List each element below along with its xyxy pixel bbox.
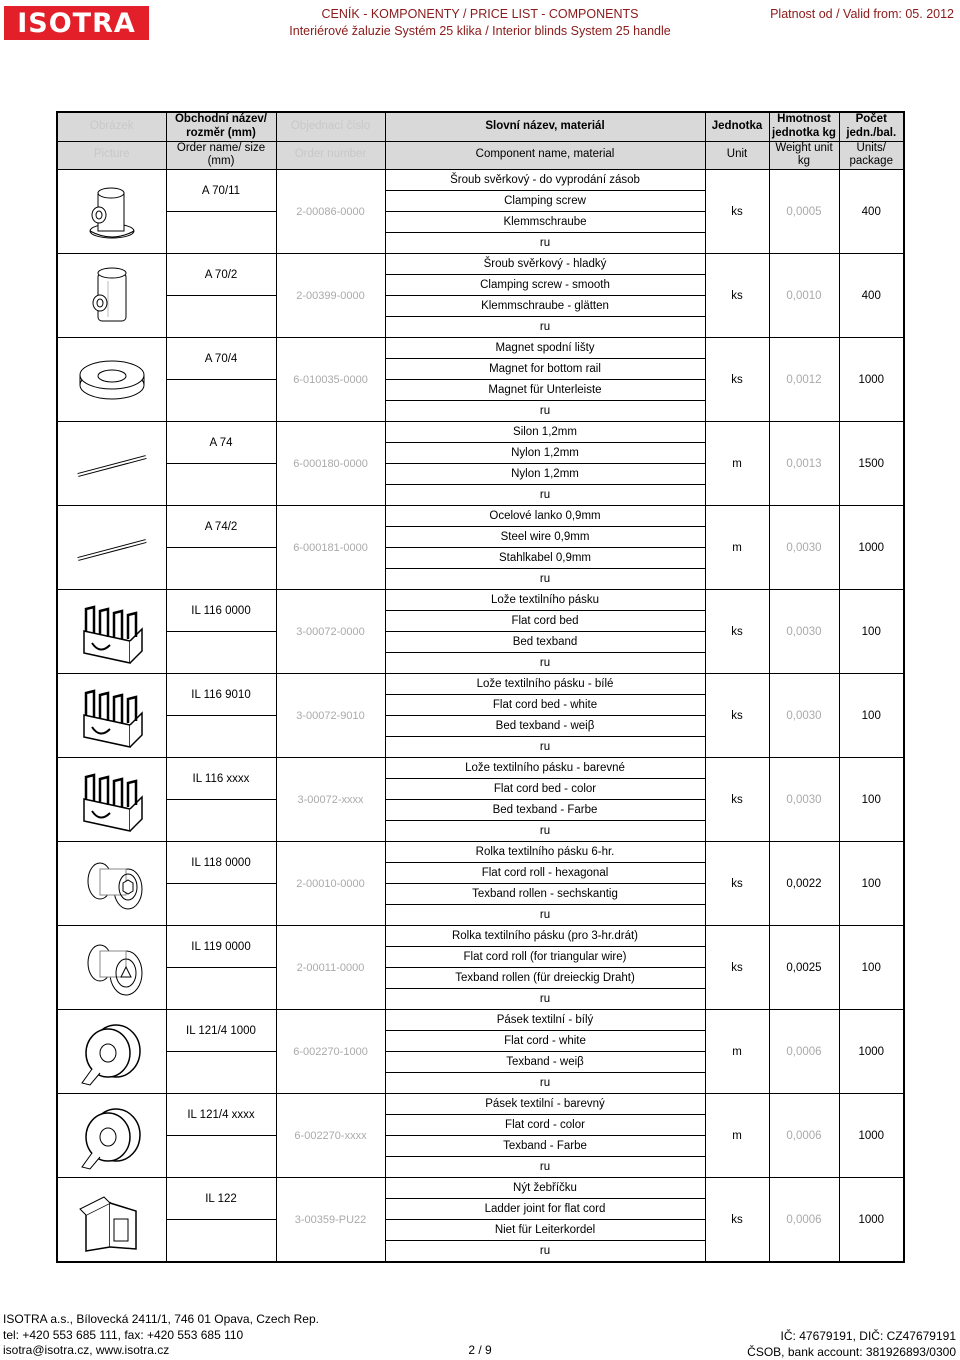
component-description: ru: [385, 1241, 705, 1263]
col-package-header-en: Units/ package: [839, 141, 904, 170]
component-picture: [57, 422, 166, 506]
component-order-number: 3-00072-0000: [276, 590, 385, 674]
component-order-name: IL 116 xxxx: [166, 758, 276, 800]
component-description: ru: [385, 401, 705, 422]
component-description: ru: [385, 317, 705, 338]
footer-bank: ČSOB, bank account: 381926893/0300: [747, 1344, 956, 1359]
table-row: [57, 674, 904, 695]
component-description: Nýt žebříčku: [385, 1178, 705, 1199]
empty-cell: [166, 716, 276, 758]
component-order-number: 6-002270-xxxx: [276, 1094, 385, 1178]
component-unit: ks: [705, 170, 769, 254]
cord-roll-triangle-icon: [70, 933, 154, 1003]
component-description: ru: [385, 485, 705, 506]
cord-bed-icon: [70, 597, 154, 667]
component-description: Bed texband - weiβ: [385, 716, 705, 737]
component-description: Lože textilního pásku: [385, 590, 705, 611]
component-description: Lože textilního pásku - barevné: [385, 758, 705, 779]
component-description: Flat cord - white: [385, 1031, 705, 1052]
component-description: Flat cord - color: [385, 1115, 705, 1136]
table-row: [57, 170, 904, 191]
col-picture-header: Obrázek: [57, 112, 166, 141]
component-order-number: 2-00086-0000: [276, 170, 385, 254]
table-row: [57, 590, 904, 611]
empty-cell: [166, 632, 276, 674]
component-weight: 0,0006: [769, 1094, 839, 1178]
col-package-header: Počet jedn./bal.: [839, 112, 904, 141]
component-description: Klemmschraube - glätten: [385, 296, 705, 317]
component-order-number: 6-010035-0000: [276, 338, 385, 422]
empty-cell: [166, 296, 276, 338]
component-order-number: 3-00072-xxxx: [276, 758, 385, 842]
component-package-count: 1000: [839, 506, 904, 590]
table-row: [57, 842, 904, 863]
component-picture: [57, 1178, 166, 1263]
component-order-name: IL 121/4 xxxx: [166, 1094, 276, 1136]
component-unit: m: [705, 1010, 769, 1094]
component-package-count: 100: [839, 590, 904, 674]
col-unit-header: Jednotka: [705, 112, 769, 141]
col-description-header-en: Component name, material: [385, 141, 705, 170]
component-weight: 0,0025: [769, 926, 839, 1010]
empty-cell: [166, 1136, 276, 1178]
component-description: ru: [385, 569, 705, 590]
component-description: ru: [385, 1157, 705, 1178]
empty-cell: [166, 884, 276, 926]
component-package-count: 1000: [839, 1010, 904, 1094]
component-unit: ks: [705, 674, 769, 758]
table-row: [57, 338, 904, 359]
component-order-number: 6-002270-1000: [276, 1010, 385, 1094]
cord-bed-color-icon: [70, 765, 154, 835]
table-row: [57, 1178, 904, 1199]
price-list-title: CENÍK - KOMPONENTY / PRICE LIST - COMPONENTS: [321, 7, 639, 21]
component-description: Niet für Leiterkordel: [385, 1220, 705, 1241]
component-picture: [57, 758, 166, 842]
footer-company-ids: [747, 1329, 956, 1360]
component-description: Šroub svěrkový - hladký: [385, 254, 705, 275]
component-weight: 0,0012: [769, 338, 839, 422]
table-row: [57, 506, 904, 527]
component-description: Rolka textilního pásku (pro 3-hr.drát): [385, 926, 705, 947]
col-weight-header-en: Weight unit kg: [769, 141, 839, 170]
valid-from: Platnost od / Valid from: 05. 2012: [770, 7, 954, 21]
component-description: Pásek textilní - bílý: [385, 1010, 705, 1031]
isotra-logo: ISOTRA: [4, 6, 149, 40]
component-picture: [57, 170, 166, 254]
component-order-name: IL 119 0000: [166, 926, 276, 968]
component-unit: ks: [705, 254, 769, 338]
component-description: ru: [385, 233, 705, 254]
component-package-count: 1000: [839, 338, 904, 422]
col-picture-header-en: Picture: [57, 141, 166, 170]
component-weight: 0,0030: [769, 758, 839, 842]
component-package-count: 100: [839, 758, 904, 842]
component-description: ru: [385, 653, 705, 674]
component-package-count: 1000: [839, 1094, 904, 1178]
component-order-name: IL 116 0000: [166, 590, 276, 632]
component-description: Texband rollen - sechskantig: [385, 884, 705, 905]
table-row: [57, 422, 904, 443]
component-weight: 0,0030: [769, 506, 839, 590]
component-order-name: IL 118 0000: [166, 842, 276, 884]
empty-cell: [166, 800, 276, 842]
component-description: Magnet for bottom rail: [385, 359, 705, 380]
component-weight: 0,0030: [769, 674, 839, 758]
component-order-number: 2-00399-0000: [276, 254, 385, 338]
table-row: [57, 1010, 904, 1031]
clamping-screw-smooth-icon: [70, 261, 154, 331]
table-row: [57, 926, 904, 947]
component-weight: 0,0030: [769, 590, 839, 674]
header-row-primary: [57, 112, 904, 141]
component-description: ru: [385, 989, 705, 1010]
component-picture: [57, 842, 166, 926]
component-picture: [57, 1094, 166, 1178]
footer-address: ISOTRA a.s., Bílovecká 2411/1, 746 01 Opava, Czech Rep.: [3, 1312, 319, 1326]
col-order-number-header: Objednací číslo: [276, 112, 385, 141]
component-description: Nylon 1,2mm: [385, 464, 705, 485]
empty-cell: [166, 380, 276, 422]
component-description: Pásek textilní - barevný: [385, 1094, 705, 1115]
component-weight: 0,0006: [769, 1178, 839, 1263]
component-description: Clamping screw: [385, 191, 705, 212]
component-unit: ks: [705, 758, 769, 842]
component-description: Bed texband: [385, 632, 705, 653]
component-weight: 0,0005: [769, 170, 839, 254]
component-description: Ocelové lanko 0,9mm: [385, 506, 705, 527]
empty-cell: [166, 968, 276, 1010]
component-description: ru: [385, 905, 705, 926]
steel-wire-icon: [70, 513, 154, 583]
component-description: Texband - Farbe: [385, 1136, 705, 1157]
footer-phone: tel: +420 553 685 111, fax: +420 553 685 110: [3, 1327, 244, 1342]
component-weight: 0,0022: [769, 842, 839, 926]
component-order-name: A 74: [166, 422, 276, 464]
footer-ids: IČ: 47679191, DIČ: CZ47679191: [780, 1329, 956, 1343]
empty-cell: [166, 212, 276, 254]
component-description: Šroub svěrkový - do vyprodání zásob: [385, 170, 705, 191]
nylon-cord-icon: [70, 429, 154, 499]
cord-bed-white-icon: [70, 681, 154, 751]
tape-reel-white-icon: [70, 1017, 154, 1087]
components-table: [56, 111, 905, 1263]
table-row: [57, 758, 904, 779]
component-weight: 0,0006: [769, 1010, 839, 1094]
component-description: Stahlkabel 0,9mm: [385, 548, 705, 569]
component-picture: [57, 674, 166, 758]
component-description: Texband rollen (für dreieckig Draht): [385, 968, 705, 989]
component-picture: [57, 590, 166, 674]
component-description: ru: [385, 1073, 705, 1094]
component-package-count: 1500: [839, 422, 904, 506]
cord-roll-hex-icon: [70, 849, 154, 919]
component-order-number: 6-000180-0000: [276, 422, 385, 506]
ring-magnet-icon: [70, 345, 154, 415]
component-description: Flat cord bed - white: [385, 695, 705, 716]
component-description: Lože textilního pásku - bílé: [385, 674, 705, 695]
component-unit: ks: [705, 590, 769, 674]
component-description: Ladder joint for flat cord: [385, 1199, 705, 1220]
component-unit: ks: [705, 926, 769, 1010]
table-row: [57, 254, 904, 275]
page-number: 2 / 9: [468, 1343, 492, 1357]
tape-reel-color-icon: [70, 1101, 154, 1171]
component-order-number: 2-00011-0000: [276, 926, 385, 1010]
empty-cell: [166, 1220, 276, 1263]
col-order-number-header-en: Order number: [276, 141, 385, 170]
header-row-secondary: [57, 141, 904, 170]
component-weight: 0,0010: [769, 254, 839, 338]
component-order-number: 6-000181-0000: [276, 506, 385, 590]
component-picture: [57, 1010, 166, 1094]
component-weight: 0,0013: [769, 422, 839, 506]
empty-cell: [166, 464, 276, 506]
ladder-joint-icon: [70, 1185, 154, 1255]
clamping-screw-icon: [70, 177, 154, 247]
component-order-number: 2-00010-0000: [276, 842, 385, 926]
component-order-name: IL 116 9010: [166, 674, 276, 716]
component-order-name: IL 121/4 1000: [166, 1010, 276, 1052]
component-package-count: 400: [839, 170, 904, 254]
empty-cell: [166, 1052, 276, 1094]
component-package-count: 100: [839, 674, 904, 758]
footer-email[interactable]: isotra@isotra.cz, www.isotra.cz: [3, 1343, 170, 1358]
component-description: Klemmschraube: [385, 212, 705, 233]
component-picture: [57, 338, 166, 422]
component-description: Texband - weiβ: [385, 1052, 705, 1073]
empty-cell: [166, 548, 276, 590]
component-order-number: 3-00072-9010: [276, 674, 385, 758]
component-picture: [57, 506, 166, 590]
component-description: Magnet spodní lišty: [385, 338, 705, 359]
component-description: ru: [385, 737, 705, 758]
component-description: Nylon 1,2mm: [385, 443, 705, 464]
col-name-header: Obchodní název/ rozměr (mm): [166, 112, 276, 141]
component-unit: m: [705, 506, 769, 590]
component-description: Steel wire 0,9mm: [385, 527, 705, 548]
component-picture: [57, 254, 166, 338]
component-order-name: A 74/2: [166, 506, 276, 548]
component-description: ru: [385, 821, 705, 842]
component-description: Magnet für Unterleiste: [385, 380, 705, 401]
component-description: Rolka textilního pásku 6-hr.: [385, 842, 705, 863]
component-unit: ks: [705, 842, 769, 926]
component-unit: m: [705, 422, 769, 506]
component-package-count: 1000: [839, 1178, 904, 1263]
component-picture: [57, 926, 166, 1010]
component-order-name: A 70/11: [166, 170, 276, 212]
col-description-header: Slovní název, materiál: [385, 112, 705, 141]
col-weight-header: Hmotnost jednotka kg: [769, 112, 839, 141]
component-package-count: 100: [839, 842, 904, 926]
col-name-header-en: Order name/ size (mm): [166, 141, 276, 170]
component-description: Bed texband - Farbe: [385, 800, 705, 821]
component-order-number: 3-00359-PU22: [276, 1178, 385, 1263]
component-description: Flat cord roll (for triangular wire): [385, 947, 705, 968]
component-unit: ks: [705, 1178, 769, 1263]
component-order-name: A 70/2: [166, 254, 276, 296]
component-order-name: IL 122: [166, 1178, 276, 1220]
component-description: Flat cord roll - hexagonal: [385, 863, 705, 884]
component-description: Flat cord bed - color: [385, 779, 705, 800]
col-unit-header-en: Unit: [705, 141, 769, 170]
component-order-name: A 70/4: [166, 338, 276, 380]
table-row: [57, 1094, 904, 1115]
price-list-subtitle: Interiérové žaluzie Systém 25 klika / Interior blinds System 25 handle: [289, 24, 671, 38]
component-unit: ks: [705, 338, 769, 422]
component-package-count: 400: [839, 254, 904, 338]
component-description: Clamping screw - smooth: [385, 275, 705, 296]
component-description: Silon 1,2mm: [385, 422, 705, 443]
component-unit: m: [705, 1094, 769, 1178]
component-package-count: 100: [839, 926, 904, 1010]
component-description: Flat cord bed: [385, 611, 705, 632]
